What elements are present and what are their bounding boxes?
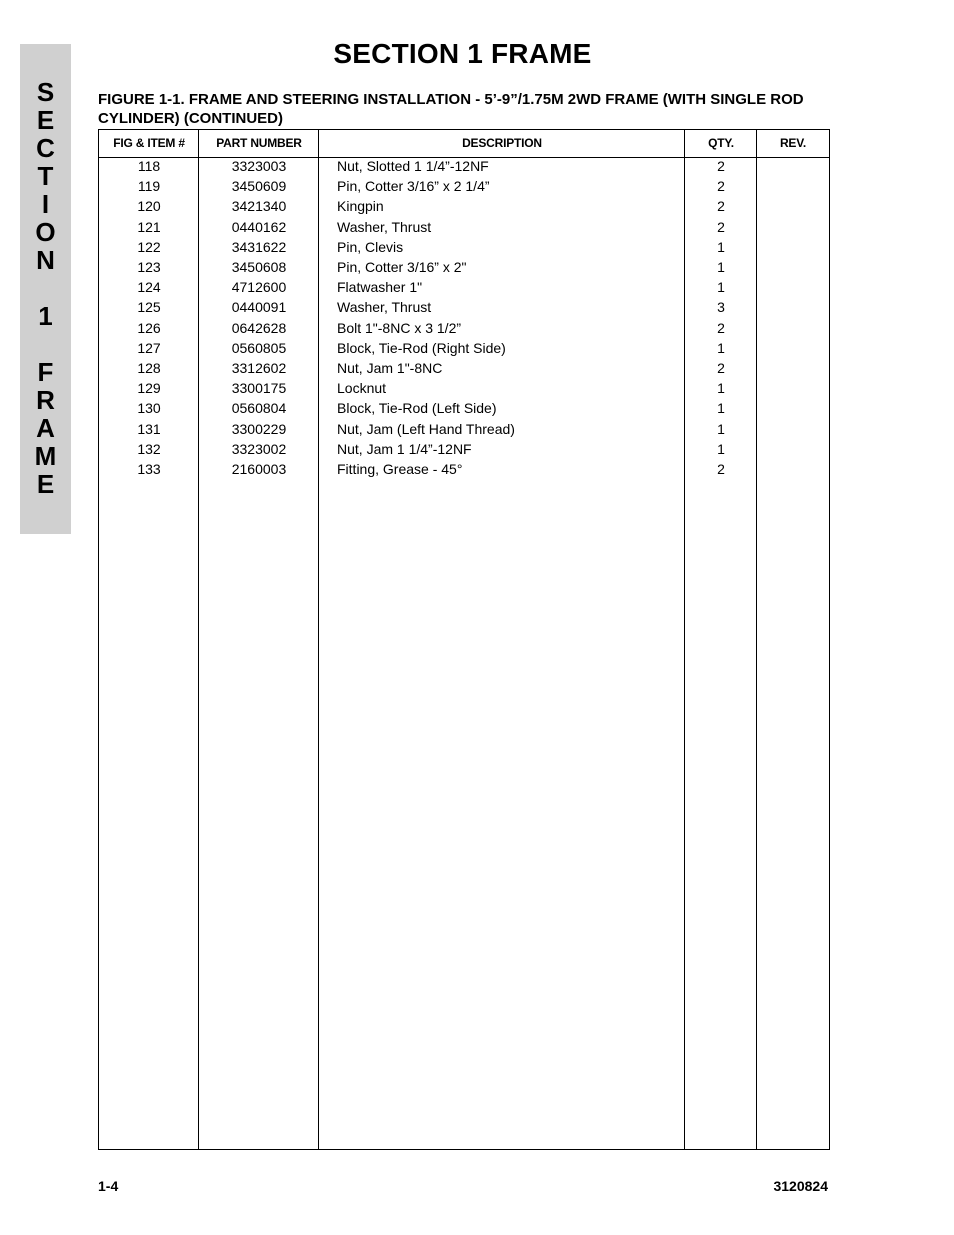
description-cell: Washer, Thrust	[337, 299, 432, 316]
qty-cell: 2	[717, 218, 725, 235]
part-number-cell: 0560805	[231, 339, 287, 356]
description-cell: Block, Tie-Rod (Right Side)	[337, 339, 506, 356]
qty-cell: 2	[717, 198, 725, 215]
qty-cell: 1	[717, 279, 725, 296]
item-number-cell: 120	[137, 198, 161, 215]
item-number-cell: 124	[137, 279, 161, 296]
description-cell: Bolt 1"-8NC x 3 1/2”	[337, 319, 462, 336]
item-number-cell: 133	[137, 461, 161, 477]
header-part-number: PART NUMBER	[216, 136, 302, 150]
side-tab-letter: M	[34, 441, 57, 471]
item-number-cell: 126	[137, 319, 161, 336]
part-number-cell: 3450609	[231, 178, 287, 195]
item-number-cell: 125	[137, 299, 161, 316]
table-row	[99, 398, 829, 418]
side-tab-letter: E	[36, 105, 55, 135]
table-row	[99, 318, 829, 338]
part-number-cell: 3421340	[231, 198, 287, 215]
part-number-cell: 0440162	[231, 218, 287, 235]
side-tab-letter: E	[36, 469, 55, 499]
item-number-cell: 121	[137, 218, 161, 235]
part-number-cell: 0560804	[231, 400, 287, 417]
item-number-cell: 127	[137, 339, 161, 356]
part-number-cell: 3300229	[231, 420, 287, 437]
part-number-cell: 3431622	[231, 238, 287, 255]
description-cell: Pin, Cotter 3/16” x 2 1/4”	[337, 178, 490, 195]
item-number-cell: 118	[137, 158, 161, 174]
table-row	[99, 297, 829, 317]
item-number-cell: 122	[137, 238, 161, 255]
qty-cell: 1	[717, 380, 725, 397]
parts-table	[98, 129, 830, 1150]
description-cell: Kingpin	[337, 198, 384, 215]
qty-cell: 2	[717, 360, 725, 376]
page-number: 1-4	[98, 1178, 119, 1194]
page-title: SECTION 1 FRAME	[333, 38, 592, 69]
qty-cell: 2	[717, 158, 725, 174]
qty-cell: 3	[717, 299, 725, 316]
side-tab-letter: I	[41, 189, 50, 219]
part-number-cell: 3312602	[231, 360, 287, 376]
table-row	[99, 257, 829, 277]
description-cell: Block, Tie-Rod (Left Side)	[337, 400, 497, 417]
side-tab-letter: A	[36, 413, 55, 443]
document-number: 3120824	[773, 1178, 828, 1194]
figure-caption: FIGURE 1-1. FRAME AND STEERING INSTALLATION - 5’-9”/1.75M 2WD FRAME (WITH SINGLE ROD CYLINDER) (CONTINUED)	[98, 91, 804, 127]
side-tab-letter: F	[37, 357, 54, 387]
header-description: DESCRIPTION	[462, 136, 542, 150]
side-tab-letter: N	[36, 245, 55, 275]
side-tab-letter: C	[36, 133, 55, 163]
side-tab-letter: S	[36, 77, 55, 107]
table-row	[99, 196, 829, 216]
side-tab-letter: T	[37, 161, 54, 191]
part-number-cell: 3300175	[231, 380, 287, 397]
side-tab-letter: R	[36, 385, 55, 415]
part-number-cell: 3323003	[231, 158, 287, 174]
table-row	[99, 176, 829, 196]
qty-cell: 2	[717, 178, 725, 195]
description-cell: Nut, Jam (Left Hand Thread)	[337, 420, 515, 437]
qty-cell: 1	[717, 259, 725, 275]
description-cell: Fitting, Grease - 45°	[337, 461, 463, 477]
item-number-cell: 123	[137, 259, 161, 275]
qty-cell: 1	[717, 238, 725, 255]
item-number-cell: 119	[137, 178, 161, 195]
part-number-cell: 3450608	[231, 259, 287, 275]
table-row	[99, 156, 829, 176]
table-row	[99, 217, 829, 237]
item-number-cell: 132	[137, 440, 161, 457]
table-row	[99, 358, 829, 378]
item-number-cell: 129	[137, 380, 161, 397]
description-cell: Nut, Jam 1 1/4”-12NF	[337, 440, 472, 457]
qty-cell: 1	[717, 400, 725, 417]
item-number-cell: 128	[137, 360, 161, 376]
item-number-cell: 131	[137, 420, 161, 437]
header-qty: QTY.	[708, 136, 734, 150]
table-row	[99, 338, 829, 358]
part-number-cell: 0642628	[231, 319, 287, 336]
description-cell: Pin, Clevis	[337, 238, 404, 255]
header-rev: REV.	[779, 136, 807, 150]
part-number-cell: 3323002	[231, 440, 287, 457]
description-cell: Nut, Jam 1"-8NC	[337, 360, 443, 376]
table-row	[99, 439, 829, 459]
qty-cell: 2	[717, 319, 725, 336]
qty-cell: 2	[717, 461, 725, 477]
table-row	[99, 378, 829, 398]
qty-cell: 1	[717, 339, 725, 356]
table-row	[99, 419, 829, 439]
side-tab-letter: 1	[38, 301, 53, 331]
part-number-cell: 0440091	[231, 299, 287, 316]
description-cell: Pin, Cotter 3/16” x 2"	[337, 259, 467, 275]
section-side-tab	[20, 44, 71, 534]
description-cell: Flatwasher 1"	[337, 279, 423, 296]
description-cell: Nut, Slotted 1 1/4”-12NF	[337, 158, 489, 174]
table-row	[99, 459, 829, 479]
table-row	[99, 277, 829, 297]
header-item: FIG & ITEM #	[113, 136, 185, 150]
table-row	[99, 237, 829, 257]
description-cell: Washer, Thrust	[337, 218, 432, 235]
qty-cell: 1	[717, 420, 725, 437]
part-number-cell: 4712600	[231, 279, 287, 296]
description-cell: Locknut	[337, 380, 387, 397]
item-number-cell: 130	[137, 400, 161, 417]
side-tab-letter: O	[35, 217, 56, 247]
qty-cell: 1	[717, 440, 725, 457]
part-number-cell: 2160003	[231, 461, 287, 477]
